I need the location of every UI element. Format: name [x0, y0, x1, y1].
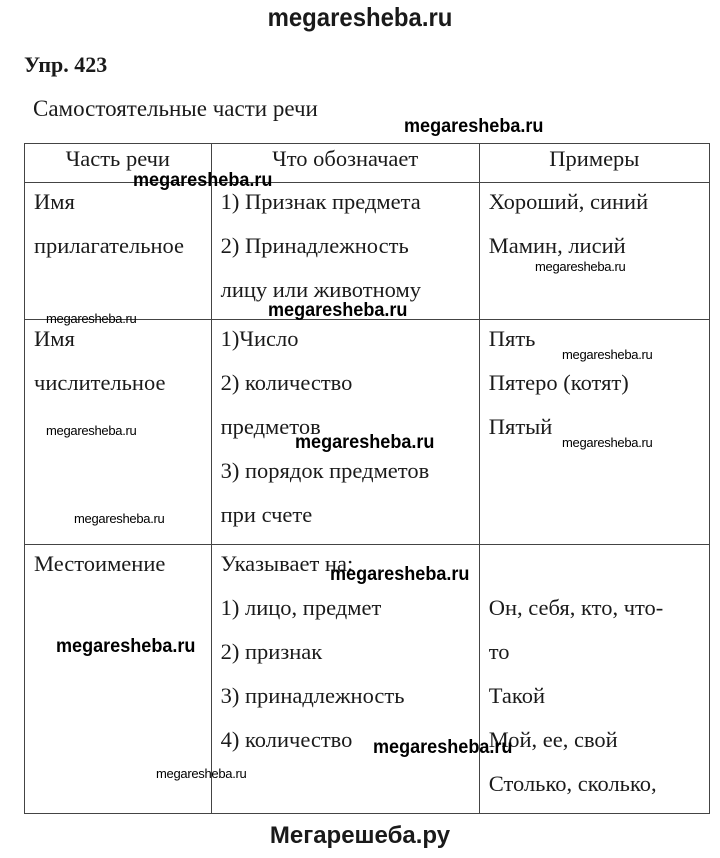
parts-of-speech-table	[24, 143, 710, 814]
cell-line: 2) Принадлежность	[220, 233, 409, 258]
cell-line: 2) количество	[220, 370, 353, 395]
watermark-footer: Мегарешеба.ру	[269, 822, 451, 849]
header-examples: Примеры	[479, 144, 709, 183]
cell-line: лицу или животному	[220, 277, 421, 302]
cell-line: Пятеро (котят)	[488, 370, 629, 395]
watermark: megaresheba.ru	[295, 432, 435, 453]
exercise-title: Упр. 423	[24, 52, 108, 77]
cell-line: при счете	[220, 502, 313, 527]
cell-meaning	[211, 183, 479, 320]
watermark: megaresheba.ru	[74, 511, 165, 526]
watermark: megaresheba.ru	[156, 766, 247, 781]
watermark: megaresheba.ru	[133, 170, 273, 191]
cell-line: Хороший, синий	[488, 189, 649, 214]
cell-line: 2) признак	[220, 639, 323, 664]
cell-line: Такой	[488, 683, 545, 708]
watermark: megaresheba.ru	[46, 423, 137, 438]
cell-line: Он, себя, кто, что-	[488, 595, 664, 620]
cell-line: Указывает на:	[220, 551, 354, 576]
exercise-subtitle: Самостоятельные части речи	[33, 96, 318, 121]
watermark: megaresheba.ru	[562, 435, 653, 450]
cell-line: Имя	[34, 326, 75, 351]
cell-line: 3) принадлежность	[220, 683, 405, 708]
cell-examples	[479, 545, 709, 814]
watermark: megaresheba.ru	[404, 116, 544, 137]
watermark: megaresheba.ru	[330, 564, 470, 585]
cell-line: Пять	[488, 326, 536, 351]
watermark-top: megaresheba.ru	[267, 2, 453, 32]
cell-line: предметов	[220, 414, 321, 439]
cell-line: числительное	[34, 370, 166, 395]
watermark: megaresheba.ru	[56, 636, 196, 657]
watermark: megaresheba.ru	[535, 259, 626, 274]
cell-line: 1)Число	[220, 326, 299, 351]
cell-line: Имя	[34, 189, 75, 214]
cell-line: прилагательное	[34, 233, 185, 258]
cell-line: Пятый	[488, 414, 553, 439]
watermark: megaresheba.ru	[268, 300, 408, 321]
watermark: megaresheba.ru	[373, 737, 513, 758]
cell-line: 3) порядок предметов	[220, 458, 430, 483]
cell-line: Столько, сколько,	[488, 771, 657, 796]
header-meaning: Что обозначает	[211, 144, 479, 183]
cell-line: Мамин, лисий	[488, 233, 626, 258]
cell-line: 1) лицо, предмет	[220, 595, 382, 620]
cell-part	[25, 183, 212, 320]
table-header-row	[25, 144, 710, 183]
table-row-adjective	[25, 183, 710, 320]
cell-line: Мой, ее, свой	[488, 727, 618, 752]
cell-line: 1) Признак предмета	[220, 189, 421, 214]
cell-line: то	[488, 639, 510, 664]
cell-line: 4) количество	[220, 727, 353, 752]
cell-examples	[479, 183, 709, 320]
watermark: megaresheba.ru	[562, 347, 653, 362]
header-part-of-speech: Часть речи	[25, 144, 212, 183]
cell-line	[489, 549, 699, 593]
cell-line: Местоимение	[34, 551, 166, 576]
watermark: megaresheba.ru	[46, 311, 137, 326]
